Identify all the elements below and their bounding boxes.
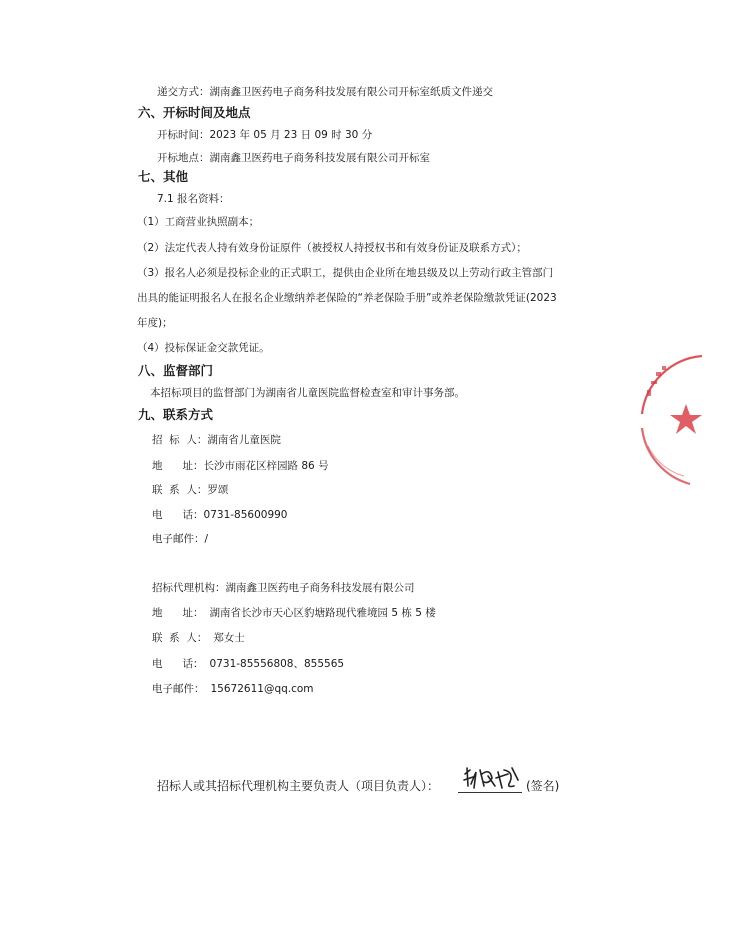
requirement-4: （4）投标保证金交款凭证。	[137, 342, 270, 354]
field-label: 联 系 人：	[152, 632, 208, 644]
field-label: 电子邮件：	[152, 683, 205, 695]
section-7-sub: 7.1 报名资料：	[157, 193, 230, 205]
tenderer-contact-row	[152, 482, 228, 497]
tenderer-email-row	[152, 531, 208, 546]
requirement-1: （1）工商营业执照副本；	[137, 216, 260, 228]
field-value: 郑女士	[213, 632, 245, 644]
opening-place: 开标地点：湖南鑫卫医药电子商务科技发展有限公司开标室	[157, 152, 430, 164]
field-value: 湖南省儿童医院	[207, 434, 281, 446]
field-label: 招 标 人：	[152, 434, 208, 446]
tenderer-phone-row	[152, 507, 288, 522]
signature-line	[458, 792, 522, 793]
field-value: /	[204, 533, 209, 545]
section-9-heading: 九、联系方式	[138, 407, 214, 422]
field-value: 0731-85600990	[203, 509, 288, 521]
field-value: 湖南省长沙市天心区豹塘路现代雅境园 5 栋 5 楼	[209, 607, 436, 619]
agency-contact-row	[152, 630, 245, 645]
requirement-2: （2）法定代表人持有效身份证原件（被授权人持授权书和有效身份证及联系方式）；	[137, 242, 527, 254]
field-label: 地 址：	[152, 460, 204, 472]
submit-method: 递交方式：湖南鑫卫医药电子商务科技发展有限公司开标室纸质文件递交	[157, 86, 493, 98]
signature-label: 招标人或其招标代理机构主要负责人（项目负责人）：	[157, 779, 440, 793]
field-value: 长沙市雨花区梓园路 86 号	[203, 460, 329, 472]
requirement-3-line-1: （3）报名人必须是投标企业的正式职工，提供由企业所在地县级及以上劳动行政主管部门	[137, 267, 554, 279]
field-label: 电 话：	[152, 509, 204, 521]
field-label: 招标代理机构：	[152, 582, 226, 594]
requirement-3-line-3: 年度)；	[137, 317, 173, 329]
opening-time: 开标时间：2023 年 05 月 23 日 09 时 30 分	[157, 129, 373, 141]
field-label: 电子邮件：	[152, 533, 205, 545]
field-label: 电 话：	[152, 658, 204, 670]
agency-row	[152, 580, 415, 595]
red-seal-stamp	[640, 352, 732, 492]
field-value: 罗颂	[207, 484, 229, 496]
field-label: 联 系 人：	[152, 484, 208, 496]
tenderer-address-row	[152, 458, 329, 473]
field-value: 湖南鑫卫医药电子商务科技发展有限公司	[225, 582, 415, 594]
agency-phone-row	[152, 656, 344, 671]
agency-address-row	[152, 605, 436, 620]
signature-suffix: (签名)	[526, 779, 560, 793]
field-value: 15672611@qq.com	[210, 683, 314, 695]
section-6-heading: 六、开标时间及地点	[138, 105, 251, 120]
field-value: 0731-85556808、855565	[209, 658, 345, 670]
supervision-text: 本招标项目的监督部门为湖南省儿童医院监督检查室和审计事务部。	[150, 387, 465, 399]
requirement-3-line-2: 出具的能证明报名人在报名企业缴纳养老保险的“养老保险手册”或养老保险缴款凭证(2023	[137, 292, 557, 304]
section-7-heading: 七、其他	[138, 169, 189, 184]
tenderer-row	[152, 432, 281, 447]
section-8-heading: 八、监督部门	[138, 363, 214, 378]
handwritten-signature	[462, 764, 522, 792]
agency-email-row	[152, 681, 314, 696]
field-label: 地 址：	[152, 607, 204, 619]
